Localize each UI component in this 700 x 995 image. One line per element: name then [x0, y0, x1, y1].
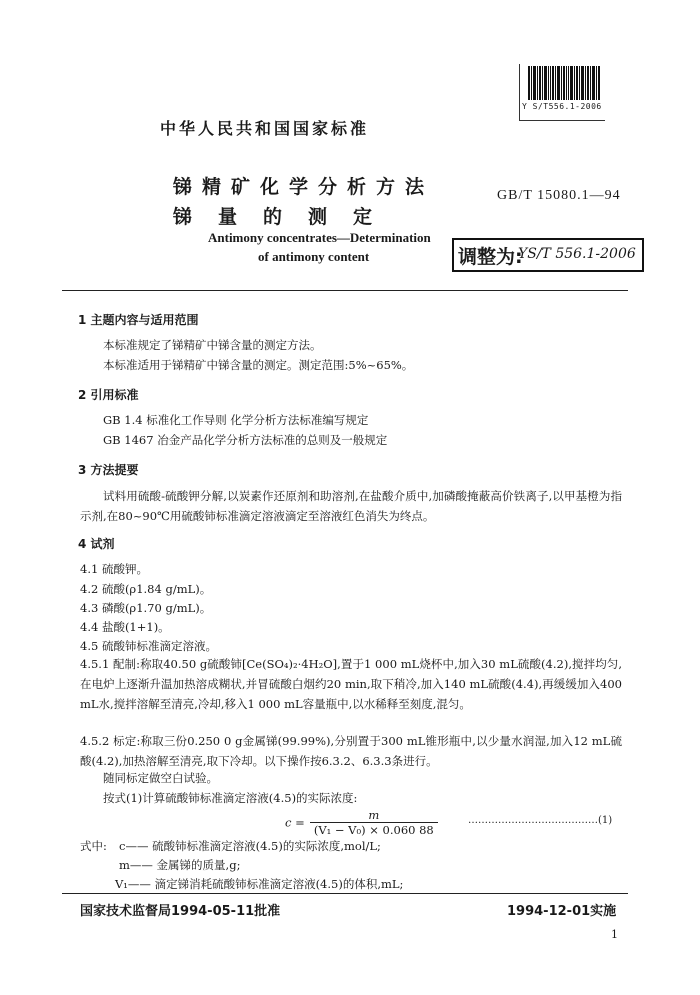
barcode-image — [528, 66, 600, 100]
calibration-4-5-2: 4.5.2 标定:称取三份0.250 0 g金属锑(99.99%),分别置于300 mL锥形瓶中,以少量水润湿,加入12 mL硫酸(4.2),加热溶解至清亮,取下冷却。以下操作按6.3.2、6.3.3条进行。 — [80, 734, 622, 768]
method-summary-paragraph: 试料用硫酸-硫酸钾分解,以炭素作还原剂和助溶剂,在盐酸介质中,加磷酸掩蔽高价铁离子,以甲基橙为指示剂,在80~90℃用硫酸铈标准滴定溶液滴定至溶液红色消失为终点。 — [80, 489, 622, 523]
english-title-line-2: of antimony content — [258, 249, 370, 264]
where-label: 式中: — [80, 839, 107, 853]
formula-number: …………………………………(1) — [468, 815, 613, 826]
barcode-label — [519, 64, 605, 121]
footer-divider — [62, 893, 628, 894]
reagent-4-1: 4.1 硫酸钾。 — [80, 562, 148, 576]
english-title-line-1: Antimony concentrates—Determination — [208, 230, 431, 245]
section-4-heading: 4 试剂 — [78, 537, 115, 551]
header-divider — [62, 290, 628, 291]
section-1-heading: 1 主题内容与适用范围 — [78, 313, 199, 327]
standard-number: GB/T 15080.1—94 — [497, 188, 621, 203]
document-title-line-1: 锑精矿化学分析方法 — [173, 176, 435, 198]
adjusted-standard-stamp — [452, 238, 644, 272]
page-number: 1 — [611, 928, 618, 941]
variable-c-definition: c—— 硫酸铈标准滴定溶液(4.5)的实际浓度,mol/L; — [119, 839, 381, 853]
calculation-intro: 按式(1)计算硫酸铈标准滴定溶液(4.5)的实际浓度: — [103, 791, 358, 805]
document-title-line-2: 锑量的测定 — [173, 206, 399, 228]
section-3-heading: 3 方法提要 — [78, 463, 139, 477]
adjust-label: 调整为: — [458, 246, 523, 268]
formula-denominator: (V₁ − V₀) × 0.060 88 — [310, 822, 438, 837]
formula-fraction — [310, 808, 438, 837]
reagent-4-4: 4.4 盐酸(1+1)。 — [80, 620, 170, 634]
reagent-4-5: 4.5 硫酸铈标准滴定溶液。 — [80, 639, 217, 653]
section-2-heading: 2 引用标准 — [78, 388, 139, 402]
implementation-date: 1994-12-01实施 — [507, 904, 617, 919]
reference-gb-1467: GB 1467 冶金产品化学分析方法标准的总则及一般规定 — [103, 433, 388, 447]
formula-numerator: m — [368, 808, 380, 822]
variable-v1-definition: V₁—— 滴定锑消耗硫酸铈标准滴定溶液(4.5)的体积,mL; — [115, 877, 404, 891]
reagent-4-2: 4.2 硫酸(ρ1.84 g/mL)。 — [80, 582, 212, 596]
reagent-4-3: 4.3 磷酸(ρ1.70 g/mL)。 — [80, 601, 212, 615]
national-standard-title: 中华人民共和国国家标准 — [160, 119, 370, 138]
reference-gb-1-4: GB 1.4 标准化工作导则 化学分析方法标准编写规定 — [103, 413, 369, 427]
formula-lhs: c = — [285, 815, 305, 830]
barcode-text: Y S/T556.1-2006 — [522, 102, 602, 111]
preparation-4-5-1: 4.5.1 配制:称取40.50 g硫酸铈[Ce(SO₄)₂·4H₂O],置于1 000 mL烧杯中,加入30 mL硫酸(4.2),搅拌均匀,在电炉上逐渐升温加热溶成糊状,并冒硫酸白烟约20 min,取下稍冷,加入140 mL硫酸(4.4),再缓缓加入400 mL水,搅拌溶解至清亮,冷却,移入1 000 mL容量瓶中,以水稀释至刻度,混匀。 — [80, 657, 622, 711]
adjust-value: YS/T 556.1-2006 — [518, 246, 636, 262]
approval-date: 国家技术监督局1994-05-11批准 — [80, 904, 281, 919]
formula-1 — [285, 808, 438, 837]
section-1-paragraph-2: 本标准适用于锑精矿中锑含量的测定。测定范围:5%~65%。 — [103, 358, 414, 372]
variable-m-definition: m—— 金属锑的质量,g; — [119, 858, 241, 872]
section-1-paragraph-1: 本标准规定了锑精矿中锑含量的测定方法。 — [103, 338, 322, 352]
blank-test-note: 随同标定做空白试验。 — [103, 771, 218, 785]
